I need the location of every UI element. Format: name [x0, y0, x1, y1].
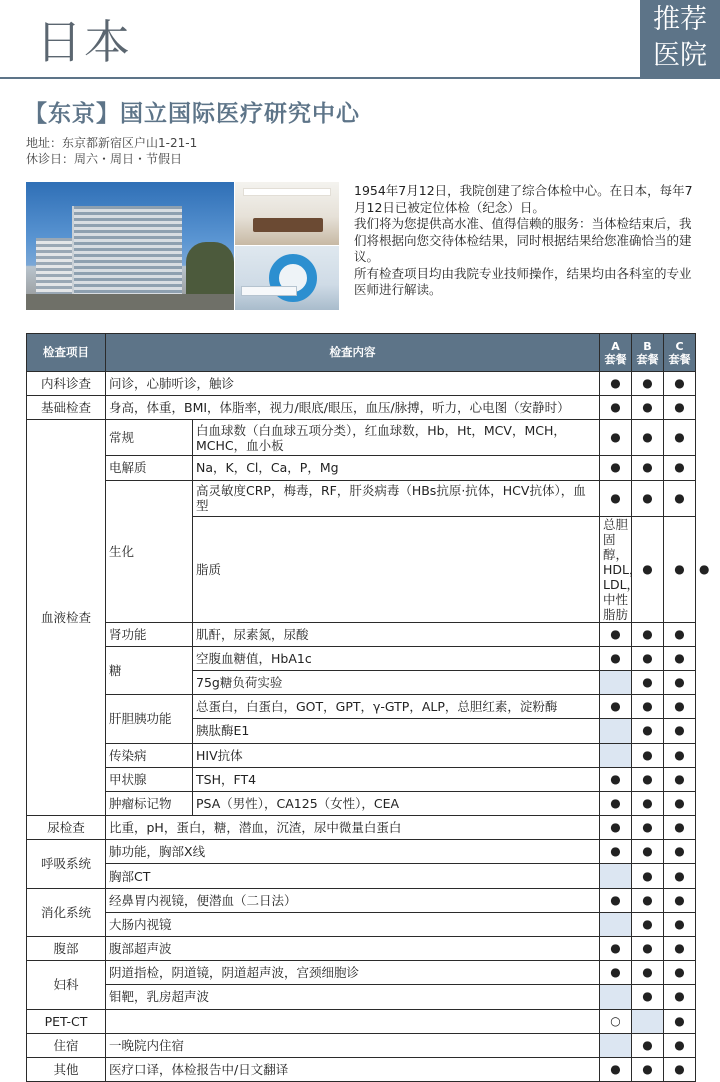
content-cell: 钼靶，乳房超声波 — [106, 985, 600, 1009]
package-b-mark: ● — [632, 743, 664, 767]
hospital-title: 【东京】国立国际医疗研究中心 — [24, 101, 360, 127]
package-b-mark: ● — [632, 646, 664, 670]
recommended-badge — [640, 0, 720, 79]
package-a-mark: ● — [600, 840, 632, 864]
content-cell: 75g糖负荷实验 — [193, 670, 600, 694]
package-c-mark: ● — [664, 1033, 696, 1057]
package-c-mark: ● — [664, 1057, 696, 1081]
package-c-mark: ● — [664, 719, 696, 743]
table-row — [27, 791, 696, 815]
package-a-mark: ● — [600, 480, 632, 516]
subcategory-cell: 生化 — [106, 480, 193, 622]
package-a-mark: ● — [600, 937, 632, 961]
category-cell: 尿检查 — [27, 816, 106, 840]
subcategory-cell: 甲状腺 — [106, 767, 193, 791]
package-c-mark: ● — [664, 646, 696, 670]
table-row — [27, 1033, 696, 1057]
package-b-mark: ● — [632, 456, 664, 480]
package-a-mark: ● — [600, 622, 632, 646]
country-title: 日本 — [36, 15, 132, 69]
header-package-b: B 套餐 — [632, 334, 664, 372]
header-item: 检查项目 — [27, 334, 106, 372]
category-cell: 基础检查 — [27, 396, 106, 420]
package-a-mark: ● — [600, 961, 632, 985]
package-a-mark: ● — [600, 646, 632, 670]
content-cell: 总蛋白，白蛋白，GOT，GPT，γ-GTP，ALP，总胆红素，淀粉酶 — [193, 695, 600, 719]
package-b-mark: ● — [632, 622, 664, 646]
category-cell: 住宿 — [27, 1033, 106, 1057]
package-a-mark — [600, 985, 632, 1009]
table-row — [27, 816, 696, 840]
package-b-mark: ● — [632, 864, 664, 888]
hospital-building-photo — [26, 182, 234, 310]
package-c-mark: ● — [664, 961, 696, 985]
table-row — [27, 480, 696, 516]
package-a-mark: ● — [600, 372, 632, 396]
content-cell: 胸部CT — [106, 864, 600, 888]
package-c-mark: ● — [664, 985, 696, 1009]
table-row — [27, 864, 696, 888]
table-row — [27, 840, 696, 864]
package-b-mark — [632, 1009, 664, 1033]
package-b-mark: ● — [664, 516, 696, 622]
header-divider — [0, 77, 640, 79]
subcategory-cell: 常规 — [106, 420, 193, 456]
package-a-mark: ● — [600, 888, 632, 912]
table-row — [27, 912, 696, 936]
package-a-mark — [600, 670, 632, 694]
category-cell: 消化系统 — [27, 888, 106, 936]
reception-desk — [253, 218, 323, 232]
table-row — [27, 888, 696, 912]
package-a-mark — [600, 743, 632, 767]
content-cell: 高灵敏度CRP，梅毒，RF，肝炎病毒（HBs抗原·抗体，HCV抗体），血型 — [193, 480, 600, 516]
content-cell: 大肠内视镜 — [106, 912, 600, 936]
package-c-mark: ● — [664, 816, 696, 840]
badge-line-2: 医院 — [653, 40, 707, 71]
package-c-mark: ● — [664, 912, 696, 936]
table-row — [27, 420, 696, 456]
package-c-mark: ● — [664, 888, 696, 912]
package-b-mark: ● — [632, 1057, 664, 1081]
package-b-mark: ● — [632, 372, 664, 396]
content-cell: HIV抗体 — [193, 743, 600, 767]
package-a-mark: ● — [600, 456, 632, 480]
package-b-mark: ● — [632, 816, 664, 840]
package-c-mark: ● — [664, 864, 696, 888]
package-a-mark: ● — [600, 791, 632, 815]
package-c-mark: ● — [664, 767, 696, 791]
content-cell — [106, 1009, 600, 1033]
table-row — [27, 396, 696, 420]
package-c-mark: ● — [664, 670, 696, 694]
package-c-mark: ● — [664, 937, 696, 961]
package-b-mark: ● — [632, 840, 664, 864]
package-a-mark: ● — [600, 767, 632, 791]
content-cell: 医疗口译，体检报告中/日文翻译 — [106, 1057, 600, 1081]
badge-line-1: 推荐 — [653, 4, 707, 35]
package-b-mark: ● — [632, 961, 664, 985]
package-b-mark: ● — [632, 396, 664, 420]
package-b-mark: ● — [632, 937, 664, 961]
subcategory-cell: 肾功能 — [106, 622, 193, 646]
content-cell: 一晚院内住宿 — [106, 1033, 600, 1057]
category-cell: PET-CT — [27, 1009, 106, 1033]
intro-paragraph: 所有检查项目均由我院专业技师操作，结果均由各科室的专业医师进行解读。 — [354, 265, 692, 297]
hospital-info — [26, 135, 197, 167]
table-row — [27, 456, 696, 480]
category-cell: 血液检查 — [27, 420, 106, 816]
package-c-mark: ● — [664, 372, 696, 396]
package-a-mark — [600, 912, 632, 936]
table-row — [27, 767, 696, 791]
content-cell: 空腹血糖值，HbA1c — [193, 646, 600, 670]
scanner-photo — [235, 246, 339, 310]
content-cell: PSA（男性），CA125（女性），CEA — [193, 791, 600, 815]
package-b-mark: ● — [632, 695, 664, 719]
table-row — [27, 743, 696, 767]
package-b-mark: ● — [632, 1033, 664, 1057]
category-cell: 腹部 — [27, 937, 106, 961]
table-row — [27, 1057, 696, 1081]
lobby-photo — [235, 182, 339, 245]
package-b-mark: ● — [632, 791, 664, 815]
content-cell: 身高，体重，BMI，体脂率，视力/眼底/眼压，血压/脉搏，听力，心电图（安静时） — [106, 396, 600, 420]
content-cell: 腹部超声波 — [106, 937, 600, 961]
package-c-mark: ● — [664, 695, 696, 719]
package-c-mark: ● — [664, 791, 696, 815]
table-row — [27, 695, 696, 719]
package-b-mark: ● — [632, 767, 664, 791]
package-a-mark: ● — [600, 695, 632, 719]
scanner-bed — [241, 286, 297, 296]
package-c-mark: ● — [664, 1009, 696, 1033]
package-a-mark: ○ — [600, 1009, 632, 1033]
intro-paragraph: 我们将为您提供高水准、值得信赖的服务：当体检结束后，我们将根据向您交待体检结果，同时根据结果给您准确恰当的建议。 — [354, 216, 692, 264]
package-b-mark: ● — [632, 912, 664, 936]
category-cell: 其他 — [27, 1057, 106, 1081]
package-a-mark — [600, 1033, 632, 1057]
table-row — [27, 985, 696, 1009]
package-c-mark: ● — [664, 456, 696, 480]
package-a-mark: ● — [600, 420, 632, 456]
checkup-package-table — [26, 333, 710, 1082]
hospital-closed-days: 休诊日：周六・周日・节假日 — [26, 152, 183, 166]
package-c-mark: ● — [664, 743, 696, 767]
table-row — [27, 1009, 696, 1033]
package-a-mark: ● — [600, 1057, 632, 1081]
table-row — [27, 372, 696, 396]
package-b-mark: ● — [632, 985, 664, 1009]
content-cell: 比重，pH，蛋白，糖，潜血，沉渣，尿中微量白蛋白 — [106, 816, 600, 840]
category-cell: 妇科 — [27, 961, 106, 1009]
table-header-row — [27, 334, 696, 372]
content-cell: 胰肽酶E1 — [193, 719, 600, 743]
package-b-mark: ● — [632, 480, 664, 516]
subcategory-cell: 电解质 — [106, 456, 193, 480]
package-b-mark: ● — [632, 888, 664, 912]
package-a-mark — [600, 719, 632, 743]
package-c-mark: ● — [664, 622, 696, 646]
content-cell: 白血球数（白血球五项分类），红血球数，Hb，Ht，MCV，MCH，MCHC，血小板 — [193, 420, 600, 456]
package-b-mark: ● — [632, 420, 664, 456]
package-a-mark — [600, 864, 632, 888]
subcategory-cell: 脂质 — [193, 516, 600, 622]
package-a-mark: ● — [600, 396, 632, 420]
package-a-mark: ● — [600, 816, 632, 840]
subcategory-cell: 肝胆胰功能 — [106, 695, 193, 743]
table-row: 脂质 总胆固醇，HDL，LDL，中性脂肪 ● ● ● — [27, 516, 696, 622]
category-cell: 内科诊查 — [27, 372, 106, 396]
content-cell: 经鼻胃内视镜，便潜血（二日法） — [106, 888, 600, 912]
content-cell: Na，K，Cl，Ca，P，Mg — [193, 456, 600, 480]
package-c-mark: ● — [664, 420, 696, 456]
table-row — [27, 937, 696, 961]
header-package-c: C 套餐 — [664, 334, 696, 372]
package-b-mark: ● — [632, 670, 664, 694]
content-cell: 总胆固醇，HDL，LDL，中性脂肪 — [600, 516, 632, 622]
package-c-mark: ● — [664, 396, 696, 420]
ceiling-light — [243, 188, 331, 196]
package-b-mark: ● — [632, 719, 664, 743]
table-row — [27, 961, 696, 985]
hospital-address: 地址：东京都新宿区户山1-21-1 — [26, 136, 198, 150]
hospital-intro — [354, 183, 700, 299]
building-tower — [72, 206, 182, 296]
subcategory-cell: 糖 — [106, 646, 193, 694]
package-c-mark: ● — [664, 480, 696, 516]
page-header — [0, 0, 720, 80]
content-cell: 肺功能，胸部X线 — [106, 840, 600, 864]
package-a-mark: ● — [632, 516, 664, 622]
content-cell: 阴道指检，阴道镜，阴道超声波，宫颈细胞诊 — [106, 961, 600, 985]
package-c-mark: ● — [664, 840, 696, 864]
header-content: 检查内容 — [106, 334, 600, 372]
content-cell: TSH，FT4 — [193, 767, 600, 791]
content-cell: 肌酐，尿素氮，尿酸 — [193, 622, 600, 646]
table-row — [27, 646, 696, 670]
ground — [26, 294, 234, 310]
header-package-a: A 套餐 — [600, 334, 632, 372]
category-cell: 呼吸系统 — [27, 840, 106, 888]
intro-paragraph: 1954年7月12日，我院创建了综合体检中心。在日本，每年7月12日已被定位体检（纪念）日。 — [354, 183, 693, 215]
subcategory-cell: 传染病 — [106, 743, 193, 767]
subcategory-cell: 肿瘤标记物 — [106, 791, 193, 815]
table-row — [27, 622, 696, 646]
content-cell: 问诊，心肺听诊，触诊 — [106, 372, 600, 396]
